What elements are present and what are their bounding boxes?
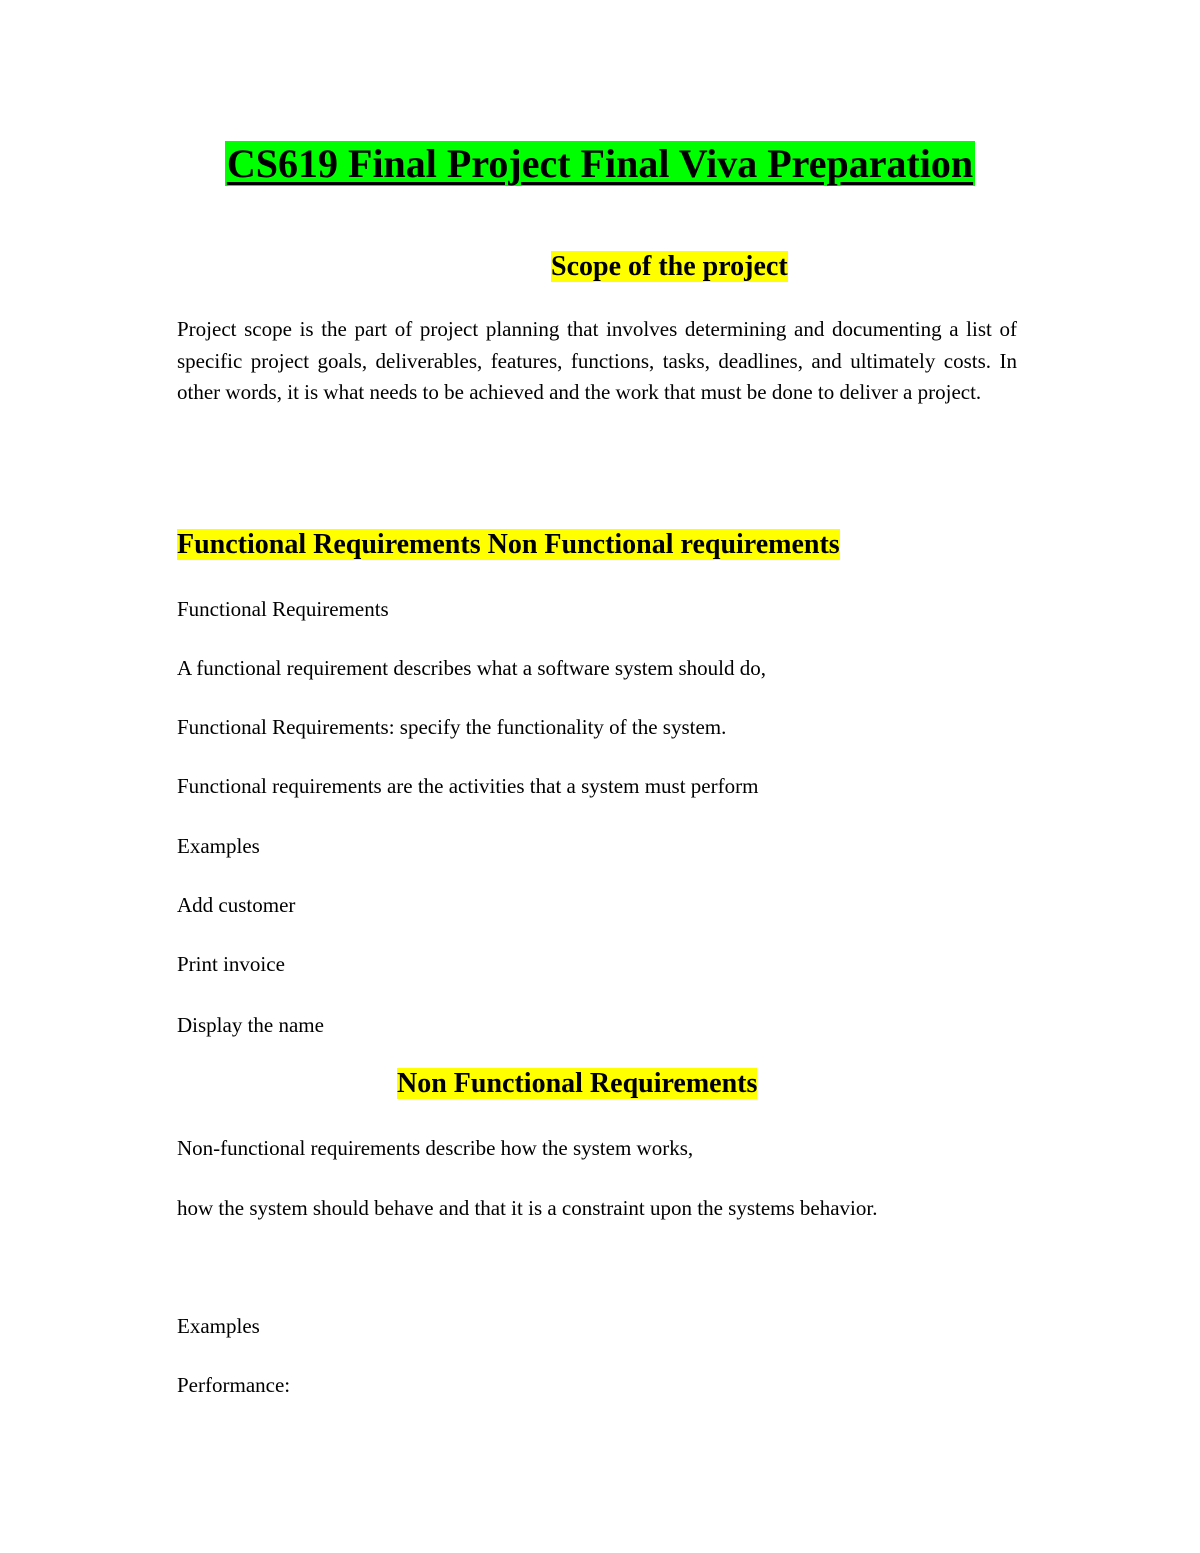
non-functional-line: how the system should behave and that it is a constraint upon the systems behavior. — [177, 1196, 878, 1220]
functional-line: Print invoice — [177, 952, 285, 976]
scope-heading-text: Scope of the project — [551, 251, 788, 282]
functional-line: Add customer — [177, 893, 296, 917]
functional-line: Examples — [177, 834, 260, 858]
non-functional-heading — [397, 1066, 757, 1102]
functional-line: Functional Requirements — [177, 597, 389, 621]
non-functional-line: Non-functional requirements describe how the system works, — [177, 1136, 694, 1160]
document-title — [0, 138, 1200, 190]
scope-paragraph: Project scope is the part of project planning that involves determining and documenting a list of specific project goals, deliverables, features, functions, tasks, deadlines, and ultimately costs. In other words, it is what needs to be achieved and the work that must be done to deliver a project. — [177, 317, 1017, 404]
scope-heading — [551, 249, 788, 285]
functional-line: Display the name — [177, 1013, 324, 1037]
functional-heading — [177, 527, 840, 563]
functional-line: A functional requirement describes what a software system should do, — [177, 656, 767, 680]
document-title-text: CS619 Final Project Final Viva Preparation — [226, 141, 974, 186]
functional-heading-text: Functional Requirements Non Functional requirements — [177, 529, 840, 560]
non-functional-line: Performance: — [177, 1373, 291, 1397]
non-functional-line: Examples — [177, 1314, 260, 1338]
non-functional-heading-text: Non Functional Requirements — [397, 1068, 758, 1099]
functional-line: Functional Requirements: specify the functionality of the system. — [177, 715, 727, 739]
functional-line: Functional requirements are the activities that a system must perform — [177, 774, 759, 798]
